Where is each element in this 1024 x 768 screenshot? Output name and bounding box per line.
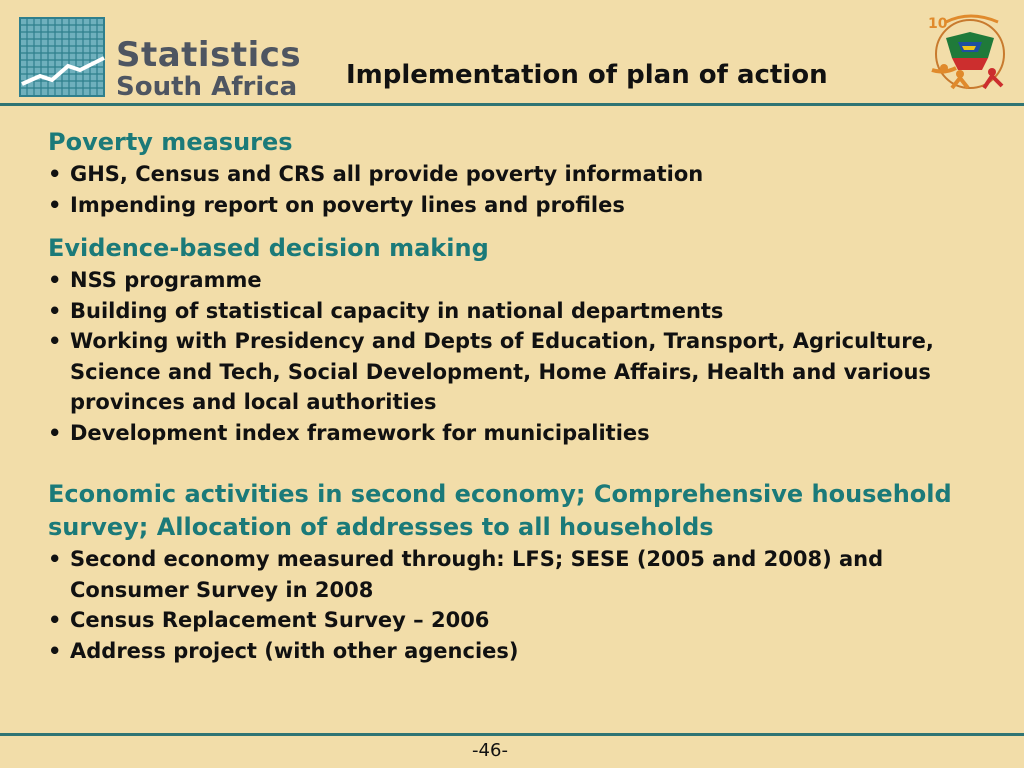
bullet-item: • Building of statistical capacity in national departments bbox=[48, 296, 998, 327]
bullet-item: • Second economy measured through: LFS; SESE (2005 and 2008) and Consumer Survey in 2008 bbox=[48, 544, 998, 605]
bullet-item: • Impending report on poverty lines and profiles bbox=[48, 190, 998, 221]
bullet-list bbox=[48, 265, 998, 448]
slide-content bbox=[48, 126, 998, 678]
stats-sa-logo bbox=[18, 16, 308, 102]
section-heading: Evidence-based decision making bbox=[48, 234, 489, 262]
bullet-list bbox=[48, 544, 998, 666]
section-heading: Economic activities in second economy; Comprehensive household survey; Allocation of addresses to all households bbox=[48, 480, 952, 541]
bullet-item: • Development index framework for municipalities bbox=[48, 418, 998, 449]
section-economic-activities bbox=[48, 478, 998, 666]
logo-line-2: South Africa bbox=[116, 72, 298, 102]
freedom-emblem-icon bbox=[922, 8, 1014, 100]
bullet-item: • Working with Presidency and Depts of Education, Transport, Agriculture, Science and Tech, Social Development, Home Affairs, Health and various provinces and local authorities bbox=[48, 326, 998, 418]
bullet-item: • GHS, Census and CRS all provide poverty information bbox=[48, 159, 998, 190]
page-number: -46- bbox=[472, 740, 508, 761]
section-evidence-based bbox=[48, 232, 998, 448]
section-poverty-measures bbox=[48, 126, 998, 220]
bullet-item: • Address project (with other agencies) bbox=[48, 636, 998, 667]
chart-grid-icon bbox=[18, 16, 106, 98]
footer-divider bbox=[0, 733, 1024, 736]
svg-text:10: 10 bbox=[928, 16, 948, 32]
slide-title: Implementation of plan of action bbox=[346, 60, 828, 90]
bullet-list bbox=[48, 159, 998, 220]
ten-years-freedom-emblem bbox=[922, 8, 1014, 100]
logo-text bbox=[116, 36, 301, 100]
header-divider bbox=[0, 103, 1024, 106]
logo-line-1: Statistics bbox=[116, 35, 302, 75]
bullet-item: • NSS programme bbox=[48, 265, 998, 296]
section-heading: Poverty measures bbox=[48, 128, 293, 156]
bullet-item: • Census Replacement Survey – 2006 bbox=[48, 605, 998, 636]
